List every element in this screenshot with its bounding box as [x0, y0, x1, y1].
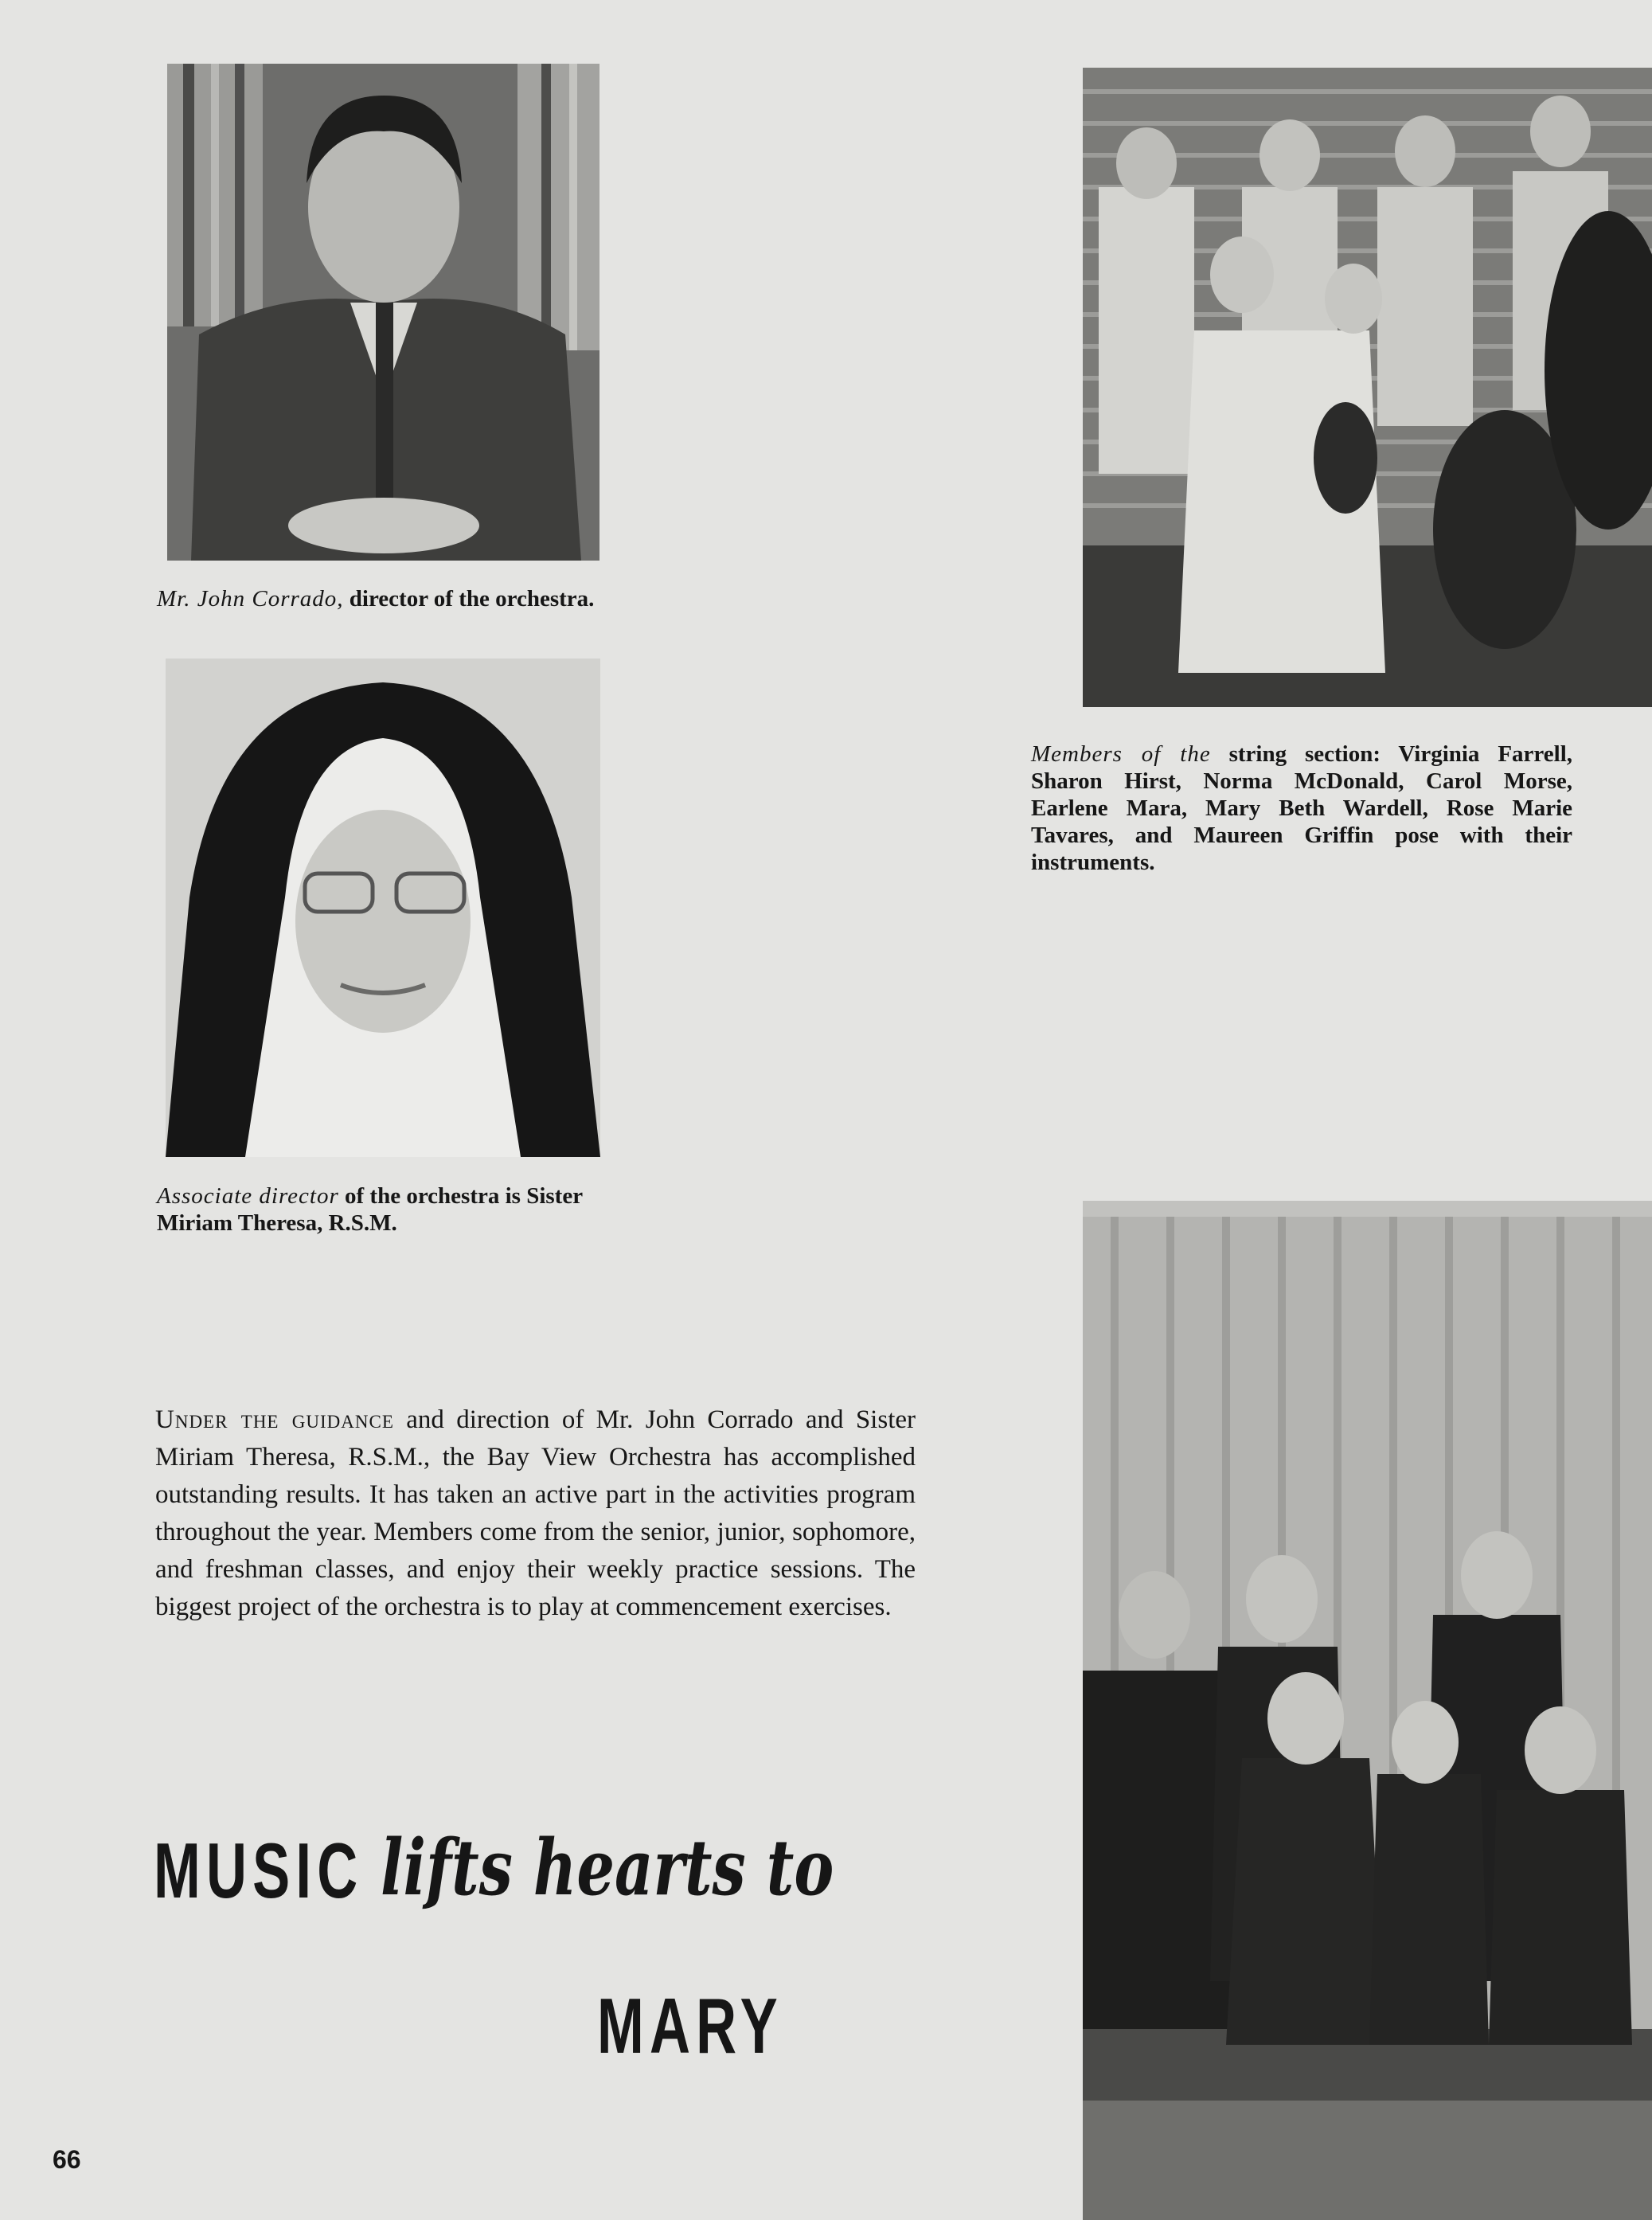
caption-sister-miriam-theresa [157, 1182, 599, 1237]
caption-sister-text: of the orchestra is Sister Miriam Theresa, R.S.M. [157, 1183, 583, 1236]
body-lead: Under the guidance [155, 1405, 394, 1434]
photo-orchestra-stage [1083, 1201, 1652, 2220]
page-number: 66 [53, 2145, 81, 2174]
title-music: MUSIC [154, 1827, 364, 1914]
caption-john-corrado [157, 585, 714, 612]
body-paragraph [155, 1401, 916, 1626]
caption-strings-text: string section: Virginia Farrell, Sharon Hirst, Norma McDonald, Carol Morse, Earlene Mara, Mary Beth Wardell, Rose Marie Tavares, and Maureen Griffin pose with their instruments. [1031, 741, 1572, 875]
photo-sister-miriam-theresa [166, 659, 600, 1157]
caption-strings-italic: Members of the [1031, 741, 1211, 767]
caption-string-section [1031, 741, 1572, 876]
photo-string-section [1083, 68, 1652, 707]
caption-john-corrado-italic: Mr. John Corrado, [157, 586, 344, 612]
photo-john-corrado [167, 64, 599, 561]
caption-john-corrado-text: director of the orchestra. [343, 586, 595, 612]
body-text: and direction of Mr. John Corrado and Sister Miriam Theresa, R.S.M., the Bay View Orchestra has accomplished outstanding results. It has taken an active part in the activities program throughout the year. Members come from the senior, junior, sophomore, and freshman classes, and enjoy their weekly practice sessions. The biggest project of the orchestra is to play at commencement exercises. [155, 1405, 916, 1621]
title-mary: MARY [597, 1982, 783, 2070]
caption-sister-italic: Associate director [157, 1183, 339, 1209]
title-lifts-hearts-to: lifts hearts to [381, 1823, 834, 1913]
